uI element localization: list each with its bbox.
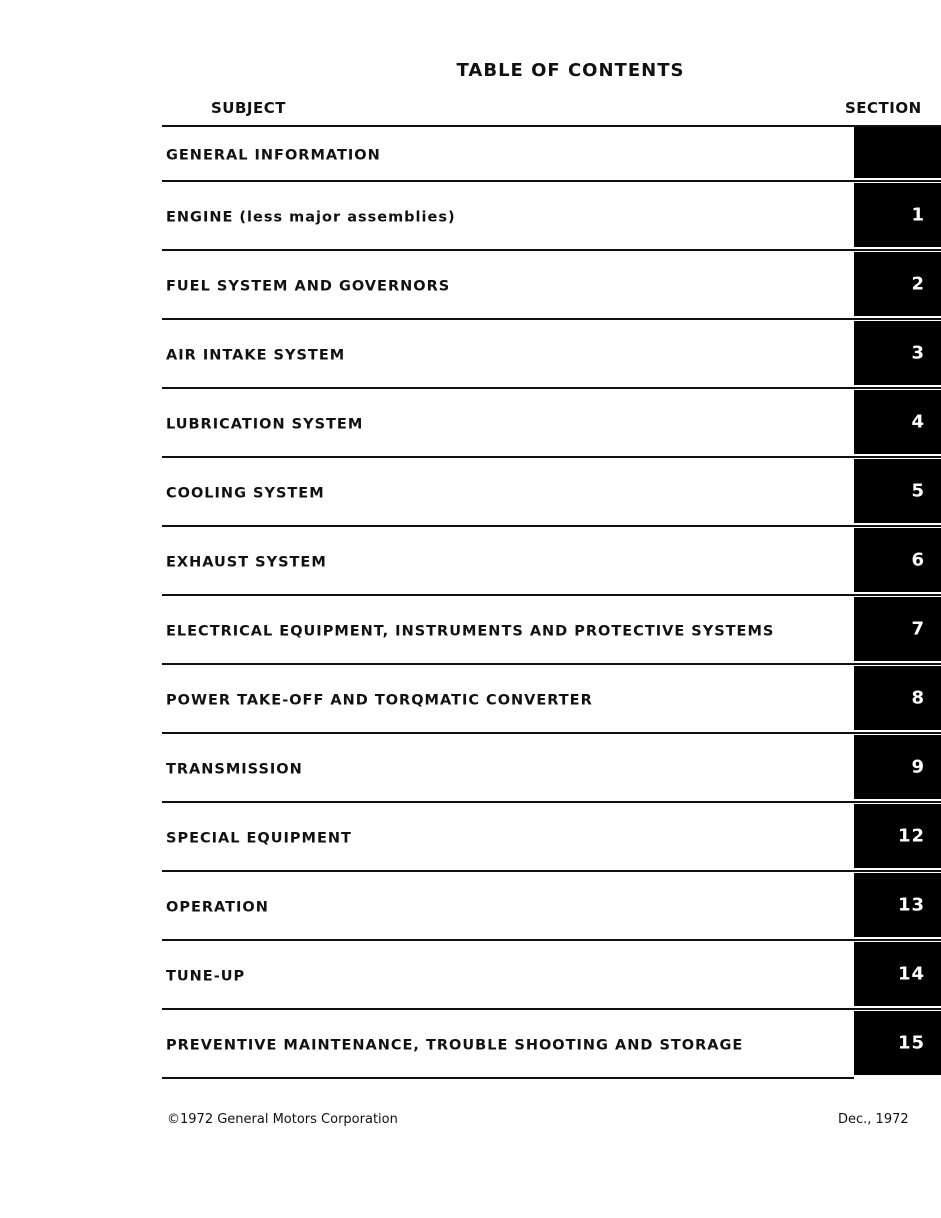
toc-row-electrical[interactable]	[162, 594, 941, 663]
section-tab[interactable]	[854, 942, 941, 1006]
section-number: 1	[911, 204, 925, 226]
toc-row-subject: FUEL SYSTEM AND GOVERNORS	[166, 278, 451, 295]
section-tab[interactable]	[854, 390, 941, 454]
toc-row-preventive-maintenance[interactable]	[162, 1008, 941, 1077]
toc-row-air-intake[interactable]	[162, 318, 941, 387]
page-title: TABLE OF CONTENTS	[456, 60, 685, 81]
toc-row-subject: TRANSMISSION	[166, 761, 303, 778]
toc-row-cooling[interactable]	[162, 456, 941, 525]
section-tab[interactable]	[854, 735, 941, 799]
section-number: 13	[897, 894, 925, 916]
section-tab[interactable]	[854, 1011, 941, 1075]
section-tab[interactable]	[854, 528, 941, 592]
section-number: 9	[911, 756, 925, 778]
toc-row-subject: GENERAL INFORMATION	[166, 147, 381, 164]
section-number: 4	[911, 411, 925, 433]
toc-row-subject: SPECIAL EQUIPMENT	[166, 830, 352, 847]
toc-row-operation[interactable]	[162, 870, 941, 939]
toc-row-subject: ELECTRICAL EQUIPMENT, INSTRUMENTS AND PROTECTIVE SYSTEMS	[166, 623, 775, 640]
toc-row-subject: TUNE-UP	[166, 968, 246, 985]
section-number: 7	[911, 618, 925, 640]
section-number: 15	[897, 1032, 925, 1054]
toc-row-subject: PREVENTIVE MAINTENANCE, TROUBLE SHOOTING AND STORAGE	[166, 1037, 744, 1054]
toc-row-power-take-off[interactable]	[162, 663, 941, 732]
section-tab[interactable]	[854, 321, 941, 385]
toc-row-exhaust[interactable]	[162, 525, 941, 594]
section-number: 6	[911, 549, 925, 571]
section-tab[interactable]	[854, 252, 941, 316]
section-number: 3	[911, 342, 925, 364]
section-number: 12	[897, 825, 925, 847]
toc-row-subject: ENGINE (less major assemblies)	[166, 209, 456, 226]
section-tab[interactable]	[854, 459, 941, 523]
toc-row-tune-up[interactable]	[162, 939, 941, 1008]
section-tab[interactable]	[854, 666, 941, 730]
section-tab[interactable]	[854, 597, 941, 661]
section-number: 14	[897, 963, 925, 985]
section-tab[interactable]	[854, 127, 941, 178]
toc-row-special-equipment[interactable]	[162, 801, 941, 870]
toc-row-subject: COOLING SYSTEM	[166, 485, 325, 502]
section-number: 5	[911, 480, 925, 502]
subject-column-header: SUBJECT	[211, 99, 286, 117]
publication-date: Dec., 1972	[838, 1112, 909, 1127]
toc-bottom-rule	[162, 1077, 854, 1079]
copyright-notice: ©1972 General Motors Corporation	[167, 1112, 398, 1127]
toc-row-subject: POWER TAKE-OFF AND TORQMATIC CONVERTER	[166, 692, 593, 709]
toc-row-general-information[interactable]	[162, 125, 941, 180]
toc-row-engine[interactable]	[162, 180, 941, 249]
section-tab[interactable]	[854, 804, 941, 868]
toc-row-subject: OPERATION	[166, 899, 269, 916]
toc-table	[162, 125, 941, 1079]
toc-row-fuel-system[interactable]	[162, 249, 941, 318]
section-tab[interactable]	[854, 183, 941, 247]
section-tab[interactable]	[854, 873, 941, 937]
section-number: 2	[911, 273, 925, 295]
section-number: 8	[911, 687, 925, 709]
toc-row-lubrication[interactable]	[162, 387, 941, 456]
section-column-header: SECTION	[845, 99, 922, 117]
toc-row-subject: AIR INTAKE SYSTEM	[166, 347, 346, 364]
toc-row-subject: LUBRICATION SYSTEM	[166, 416, 364, 433]
toc-row-subject: EXHAUST SYSTEM	[166, 554, 327, 571]
toc-row-transmission[interactable]	[162, 732, 941, 801]
